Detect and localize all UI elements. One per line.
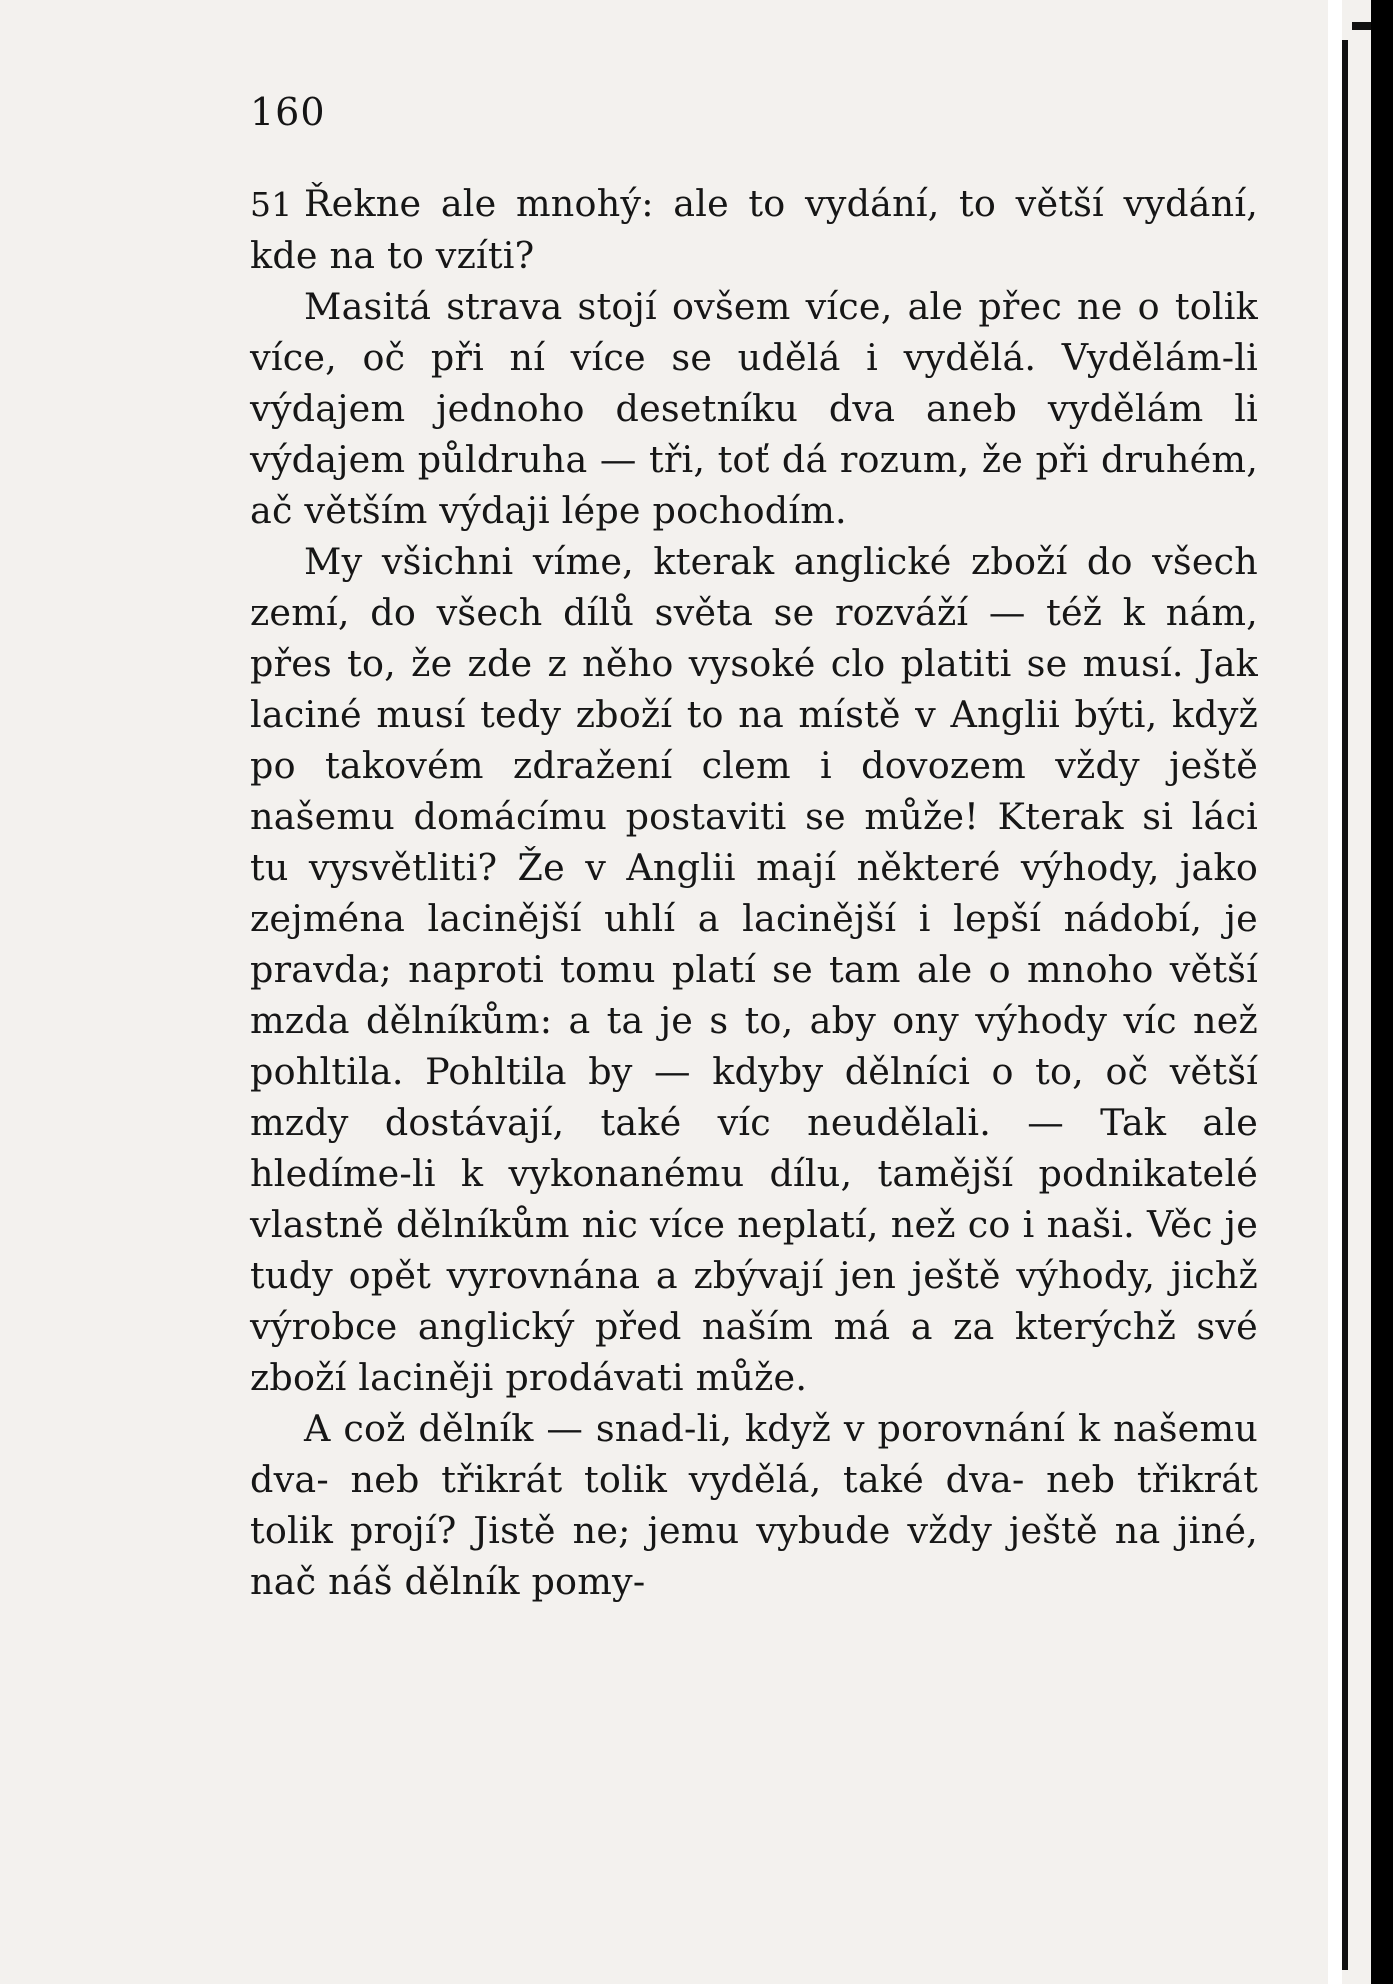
paragraph-51 — [250, 178, 1258, 281]
body-text — [250, 178, 1258, 1607]
paragraph — [250, 1403, 1258, 1607]
paragraph-text: A což dělník — snad-li, když v porovnání k našemu dva- neb třikrát tolik vydělá, také dva- neb třikrát tolik projí? Jistě ne; jemu vybude vždy ještě na jiné, nač náš dělník pomy- — [250, 1407, 1258, 1603]
scan-mark — [1352, 22, 1371, 30]
paragraph — [250, 536, 1258, 1403]
page-edge — [1328, 0, 1342, 1984]
paragraph — [250, 281, 1258, 536]
paragraph-number: 51 — [250, 185, 293, 224]
scan-border — [1342, 40, 1348, 1970]
paragraph-text: My všichni víme, kterak anglické zboží do všech zemí, do všech dílů světa se rozváží — též k nám, přes to, že zde z něho vysoké clo platiti se musí. Jak laciné musí tedy zboží to na místě v Anglii býti, když po takovém zdražení clem i dovozem vždy ještě našemu domácímu postaviti se může! Kterak si láci tu vysvětliti? Že v Anglii mají některé výhody, jako zejména lacinější uhlí a lacinější i lepší nádobí, je pravda; naproti tomu platí se tam ale o mnoho větší mzda dělníkům: a ta je s to, aby ony výhody víc než pohltila. Pohltila by — kdyby dělníci o to, oč větší mzdy dostávají, také víc neudělali. — Tak ale hledíme-li k vykonanému dílu, tamější podnikatelé vlastně dělníkům nic více neplatí, než co i naši. Věc je tudy opět vyrovnána a zbývají jen ještě výhody, jichž výrobce anglický před naším má a za kterýchž své zboží laciněji prodávati může. — [250, 540, 1258, 1399]
page-number: 160 — [250, 90, 326, 134]
paragraph-text: Řekne ale mnohý: ale to vydání, to větší vydání, kde na to vzíti? — [250, 182, 1258, 277]
paragraph-text: Masitá strava stojí ovšem více, ale přec ne o tolik více, oč při ní více se udělá i vydělá. Vydělám-li výdajem jednoho desetníku dva aneb vydělám li výdajem půldruha — tři, toť dá rozum, že při druhém, ač větším výdaji lépe pochodím. — [250, 285, 1258, 532]
